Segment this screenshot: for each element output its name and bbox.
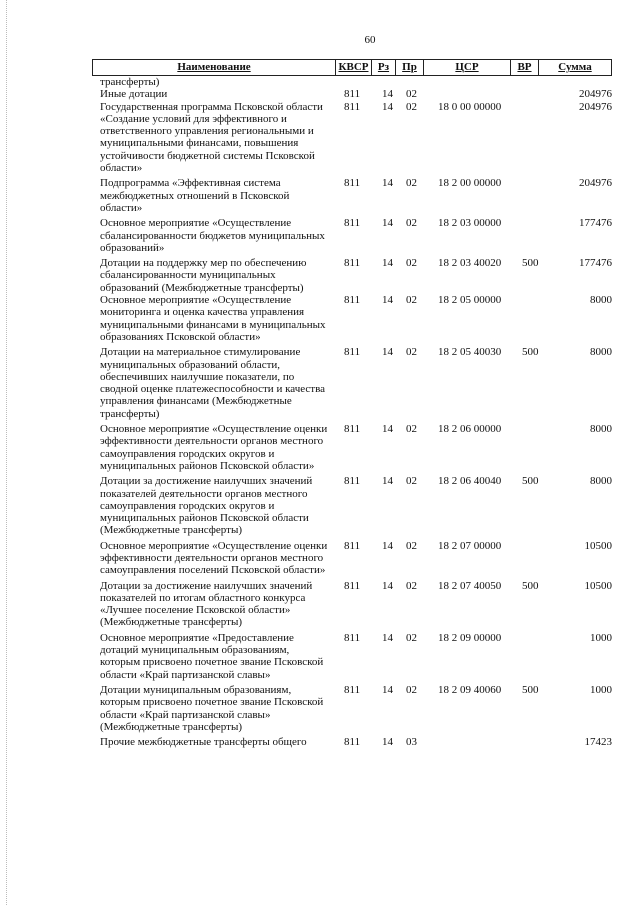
row-vr: 500 — [522, 579, 539, 592]
row-sum: 204976 — [579, 88, 612, 101]
table-row — [100, 101, 612, 175]
row-sum: 8000 — [590, 423, 612, 436]
row-vr: 500 — [522, 683, 539, 696]
row-name: Прочие межбюджетные трансферты общего — [100, 736, 307, 749]
row-sum: 204976 — [579, 100, 612, 113]
header-name: Наименование — [93, 60, 336, 75]
row-pr: 02 — [406, 631, 417, 644]
row-kvsr: 811 — [344, 257, 361, 270]
row-name: Основное мероприятие «Осуществление мониторинга и оценка качества управления муниципальными финансами в муниципальных образованиях Псковской области» — [100, 294, 326, 343]
row-rz: 14 — [382, 475, 393, 488]
header-csr: ЦСР — [424, 60, 511, 75]
row-name: Дотации за достижение наилучших значений показателей по итогам областного конкурса «Лучшее поселение Псковской области» (Межбюджетные трансферты) — [100, 579, 313, 629]
row-sum: 8000 — [590, 294, 612, 307]
row-sum: 177476 — [579, 257, 612, 270]
row-kvsr: 811 — [344, 177, 361, 190]
row-rz: 14 — [382, 294, 393, 307]
header-sum: Сумма — [558, 61, 592, 73]
row-vr: 500 — [522, 346, 539, 359]
table-row — [100, 684, 612, 733]
row-csr: 18 2 03 00000 — [438, 217, 502, 230]
row-name: Подпрограмма «Эффективная система межбюджетных отношений в Псковской области» — [100, 177, 290, 214]
row-sum: 177476 — [579, 217, 612, 230]
row-pr: 02 — [406, 100, 417, 113]
table-row — [100, 736, 612, 748]
table-row — [100, 88, 612, 100]
row-kvsr: 811 — [344, 475, 361, 488]
row-sum: 10500 — [584, 539, 612, 552]
row-csr: 18 2 05 00000 — [438, 294, 502, 307]
table-row — [100, 475, 612, 536]
row-vr: 500 — [522, 257, 539, 270]
row-sum: 17423 — [584, 736, 612, 749]
row-name: Основное мероприятие «Осуществление сбалансированности бюджетов муниципальных образований» — [100, 217, 325, 254]
page-number: 60 — [364, 34, 376, 46]
table-row — [100, 76, 612, 88]
row-rz: 14 — [382, 736, 393, 749]
row-kvsr: 811 — [344, 423, 361, 436]
row-kvsr: 811 — [344, 217, 361, 230]
row-kvsr: 811 — [344, 88, 361, 101]
row-kvsr: 811 — [344, 736, 361, 749]
row-csr: 18 2 03 40020 — [438, 257, 502, 270]
row-pr: 02 — [406, 217, 417, 230]
row-csr: 18 2 00 00000 — [438, 177, 502, 190]
row-sum: 10500 — [584, 579, 612, 592]
row-csr: 18 2 05 40030 — [438, 346, 502, 359]
row-sum: 8000 — [590, 346, 612, 359]
row-kvsr: 811 — [344, 579, 361, 592]
row-csr: 18 0 00 00000 — [438, 100, 502, 113]
row-rz: 14 — [382, 539, 393, 552]
row-kvsr: 811 — [344, 631, 361, 644]
row-rz: 14 — [382, 346, 393, 359]
row-kvsr: 811 — [344, 683, 361, 696]
table-header — [92, 59, 612, 76]
row-pr: 02 — [406, 423, 417, 436]
row-kvsr: 811 — [344, 346, 361, 359]
header-rz: Рз — [372, 60, 396, 75]
table-row — [100, 346, 612, 420]
row-sum: 1000 — [590, 683, 612, 696]
row-kvsr: 811 — [344, 294, 361, 307]
row-csr: 18 2 06 00000 — [438, 423, 502, 436]
table-row — [100, 217, 612, 254]
row-csr: 18 2 07 40050 — [438, 579, 502, 592]
table-body — [100, 76, 612, 748]
row-csr: 18 2 07 00000 — [438, 539, 502, 552]
row-name: Дотации муниципальным образованиям, которым присвоено почетное звание Псковской области «Край партизанской славы» (Межбюджетные трансферты) — [100, 683, 324, 733]
row-pr: 02 — [406, 346, 417, 359]
row-pr: 03 — [406, 736, 417, 749]
row-name: Дотации на поддержку мер по обеспечению сбалансированности муниципальных образований (Межбюджетные трансферты) — [100, 257, 307, 294]
row-pr: 02 — [406, 257, 417, 270]
row-name: Иные дотации — [100, 88, 168, 101]
row-rz: 14 — [382, 579, 393, 592]
row-csr: 18 2 09 00000 — [438, 631, 502, 644]
table-row — [100, 632, 612, 681]
header-kvsr: КВСР — [336, 60, 372, 75]
row-name: трансферты) — [100, 76, 160, 88]
row-pr: 02 — [406, 683, 417, 696]
row-pr: 02 — [406, 177, 417, 190]
row-rz: 14 — [382, 683, 393, 696]
row-name: Государственная программа Псковской области «Создание условий для эффективного и ответственного управления региональными и муниципальными финансами, повышения устойчивости бюджетной системы Псковской области» — [100, 100, 323, 175]
row-sum: 1000 — [590, 631, 612, 644]
row-rz: 14 — [382, 100, 393, 113]
row-kvsr: 811 — [344, 539, 361, 552]
row-sum: 8000 — [590, 475, 612, 488]
row-vr: 500 — [522, 475, 539, 488]
row-rz: 14 — [382, 631, 393, 644]
row-pr: 02 — [406, 294, 417, 307]
table-row — [100, 257, 612, 294]
table-row — [100, 580, 612, 629]
table-row — [100, 294, 612, 343]
row-pr: 02 — [406, 539, 417, 552]
row-csr: 18 2 06 40040 — [438, 475, 502, 488]
header-pr: Пр — [396, 60, 424, 75]
row-name: Дотации на материальное стимулирование муниципальных образований области, обеспечивших наилучшие показатели, по сводной оценке платежеспособности и качества управления финансами (Межбюджетные трансферты) — [100, 346, 326, 420]
header-vr: ВР — [511, 60, 539, 75]
row-kvsr: 811 — [344, 100, 361, 113]
row-sum: 204976 — [579, 177, 612, 190]
row-name: Основное мероприятие «Осуществление оценки эффективности деятельности органов местного самоуправления поселений Псковской области» — [100, 539, 328, 577]
row-pr: 02 — [406, 88, 417, 101]
row-name: Основное мероприятие «Предоставление дотаций муниципальным образованиям, которым присвоено почетное звание Псковской области «Край партизанской славы» — [100, 631, 324, 681]
table-row — [100, 177, 612, 214]
row-pr: 02 — [406, 475, 417, 488]
table-row — [100, 540, 612, 577]
row-rz: 14 — [382, 257, 393, 270]
row-rz: 14 — [382, 217, 393, 230]
row-rz: 14 — [382, 88, 393, 101]
row-csr: 18 2 09 40060 — [438, 683, 502, 696]
table-row — [100, 423, 612, 472]
row-rz: 14 — [382, 177, 393, 190]
row-name: Основное мероприятие «Осуществление оценки эффективности деятельности органов местного самоуправления городских округов и муниципальных районов Псковской области» — [100, 423, 328, 472]
row-name: Дотации за достижение наилучших значений показателей деятельности органов местного самоуправления городских округов и муниципальных районов Псковской области (Межбюджетные трансферты) — [100, 475, 313, 537]
page-left-edge — [6, 0, 8, 905]
row-pr: 02 — [406, 579, 417, 592]
row-rz: 14 — [382, 423, 393, 436]
